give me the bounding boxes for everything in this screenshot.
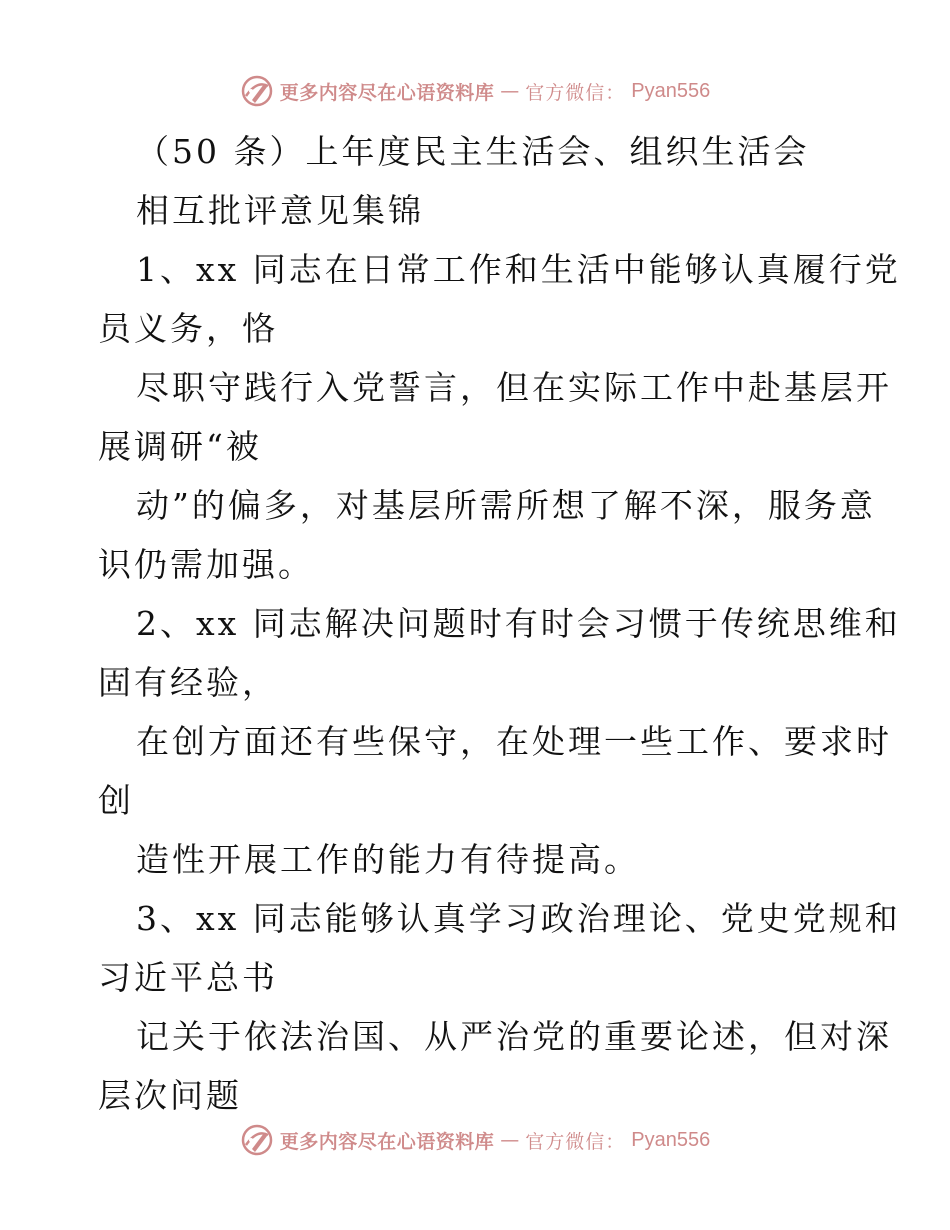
text-line: 习近平总书 (98, 958, 278, 997)
text-line: 造性开展工作的能力有待提高。 (136, 840, 640, 879)
text-line: 在创方面还有些保守，在处理一些工作、要求时 (136, 722, 892, 761)
watermark-handle: Pyan556 (631, 1128, 711, 1151)
text-line: 相互批评意见集锦 (136, 191, 424, 230)
pen-logo-icon (240, 74, 274, 108)
text-line: 员义务，恪 (98, 309, 278, 348)
header-watermark (0, 71, 950, 111)
watermark-dash: — (500, 1129, 520, 1151)
document-body (98, 122, 901, 1125)
text-line: 2、xx 同志解决问题时有时会习惯于传统思维和 (136, 604, 901, 643)
watermark-brand-text: 更多内容尽在心语资料库 (279, 1130, 495, 1153)
footer-watermark (0, 1120, 950, 1160)
text-line: 记关于依法治国、从严治党的重要论述，但对深 (136, 1017, 892, 1056)
text-line: 识仍需加强。 (98, 545, 314, 584)
text-line: 展调研“被 (98, 427, 262, 466)
watermark-label: 官方微信： (525, 81, 626, 104)
text-line: 尽职守践行入党誓言，但在实际工作中赴基层开 (136, 368, 892, 407)
watermark-handle: Pyan556 (631, 79, 711, 102)
text-line: 1、xx 同志在日常工作和生活中能够认真履行党 (136, 250, 901, 289)
text-line: （50 条）上年度民主生活会、组织生活会 (136, 132, 810, 171)
text-line: 创 (98, 781, 134, 820)
text-line: 固有经验， (98, 663, 278, 702)
watermark-label: 官方微信： (525, 1130, 626, 1153)
watermark-dash: — (500, 80, 520, 102)
pen-logo-icon (240, 1123, 274, 1157)
text-line: 层次问题 (98, 1076, 242, 1115)
watermark-brand-text: 更多内容尽在心语资料库 (279, 81, 495, 104)
text-line: 3、xx 同志能够认真学习政治理论、党史党规和 (136, 899, 901, 938)
text-line: 动”的偏多，对基层所需所想了解不深，服务意 (136, 486, 876, 525)
